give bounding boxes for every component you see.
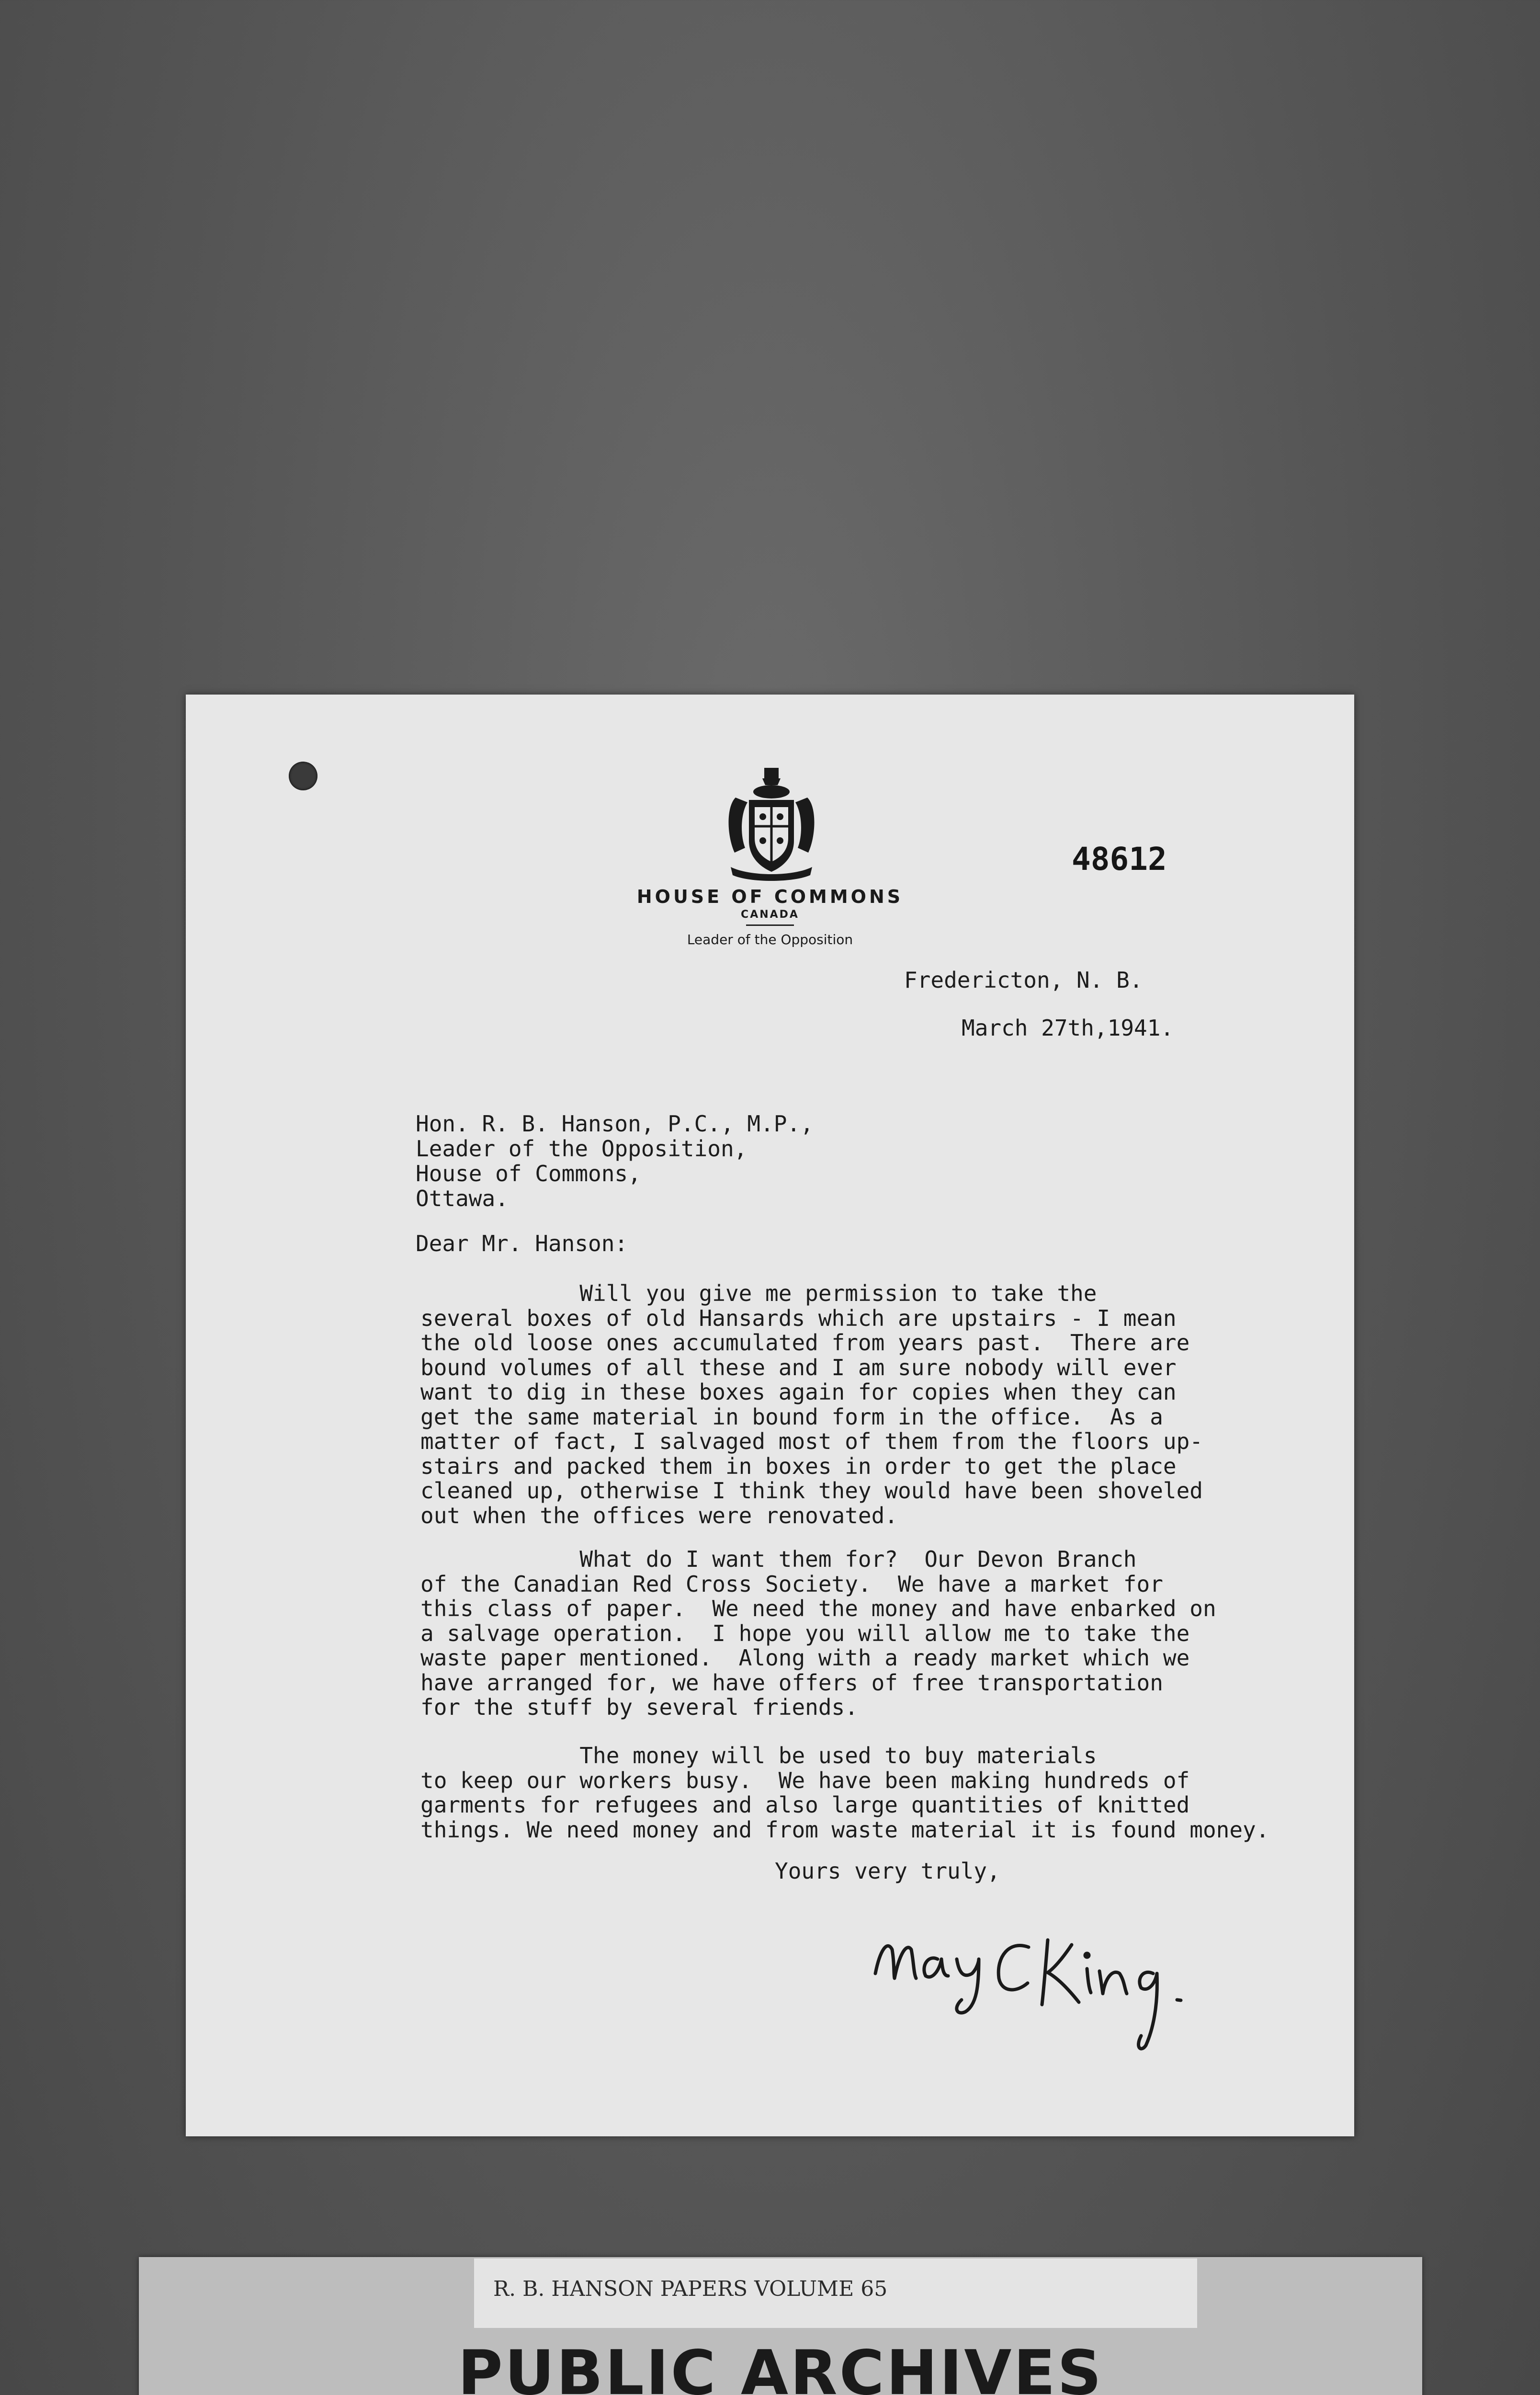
- body-paragraph-1: [420, 1281, 1203, 1528]
- recipient-address: [416, 1111, 814, 1211]
- letterhead-office: Leader of the Opposition: [687, 932, 853, 947]
- paragraph-line: Will you give me permission to take the: [420, 1280, 1097, 1306]
- letterhead-country: CANADA: [741, 909, 799, 921]
- paragraph-line: garments for refugees and also large quantities of knitted: [420, 1792, 1190, 1818]
- paragraph-line: stairs and packed them in boxes in order to get the place: [420, 1453, 1177, 1479]
- letter-place: Fredericton, N. B.: [904, 967, 1143, 993]
- address-line: Ottawa.: [416, 1186, 509, 1211]
- paragraph-line: for the stuff by several friends.: [420, 1694, 858, 1720]
- volume-tag: [474, 2258, 1197, 2328]
- letter-page: [186, 695, 1354, 2136]
- volume-label: R. B. HANSON PAPERS VOLUME 65: [493, 2277, 888, 2301]
- paragraph-line: matter of fact, I salvaged most of them from the floors up-: [420, 1428, 1203, 1454]
- paragraph-line: bound volumes of all these and I am sure nobody will ever: [420, 1354, 1177, 1380]
- paragraph-line: What do I want them for? Our Devon Branch: [420, 1546, 1137, 1572]
- paragraph-line: to keep our workers busy. We have been making hundreds of: [420, 1767, 1190, 1793]
- paragraph-line: out when the offices were renovated.: [420, 1502, 898, 1528]
- address-line: House of Commons,: [416, 1161, 641, 1186]
- letterhead-house: HOUSE OF COMMONS: [636, 886, 904, 907]
- paragraph-line: this class of paper. We need the money and have enbarked on: [420, 1596, 1216, 1621]
- paragraph-line: a salvage operation. I hope you will allow me to take the: [420, 1620, 1190, 1646]
- paragraph-line: the old loose ones accumulated from years past. There are: [420, 1330, 1190, 1356]
- closing: Yours very truly,: [775, 1858, 1000, 1884]
- letterhead-rule: [746, 924, 794, 926]
- paragraph-line: cleaned up, otherwise I think they would have been shoveled: [420, 1478, 1203, 1504]
- coat-of-arms-icon: [721, 764, 822, 884]
- body-paragraph-3: [420, 1744, 1269, 1842]
- address-line: Hon. R. B. Hanson, P.C., M.P.,: [416, 1111, 814, 1137]
- paragraph-line: waste paper mentioned. Along with a ready market which we: [420, 1645, 1190, 1671]
- paragraph-line: several boxes of old Hansards which are upstairs - I mean: [420, 1305, 1177, 1331]
- paragraph-line: get the same material in bound form in the office. As a: [420, 1403, 1163, 1430]
- paragraph-line: want to dig in these boxes again for copies when they can: [420, 1379, 1177, 1405]
- punch-hole: [289, 762, 317, 790]
- archive-stamp-english: PUBLIC ARCHIVES: [458, 2338, 1103, 2395]
- paragraph-line: The money will be used to buy materials: [420, 1743, 1097, 1768]
- salutation: Dear Mr. Hanson:: [416, 1231, 628, 1256]
- handwritten-signature: [866, 1902, 1211, 2064]
- document-number: 48612: [1072, 841, 1167, 878]
- letter-date: March 27th,1941.: [962, 1015, 1174, 1041]
- paragraph-line: have arranged for, we have offers of free transportation: [420, 1669, 1163, 1696]
- paragraph-line: of the Canadian Red Cross Society. We have a market for: [420, 1571, 1163, 1597]
- paragraph-line: things. We need money and from waste material it is found money.: [420, 1816, 1269, 1843]
- address-line: Leader of the Opposition,: [416, 1136, 747, 1162]
- body-paragraph-2: [420, 1547, 1216, 1720]
